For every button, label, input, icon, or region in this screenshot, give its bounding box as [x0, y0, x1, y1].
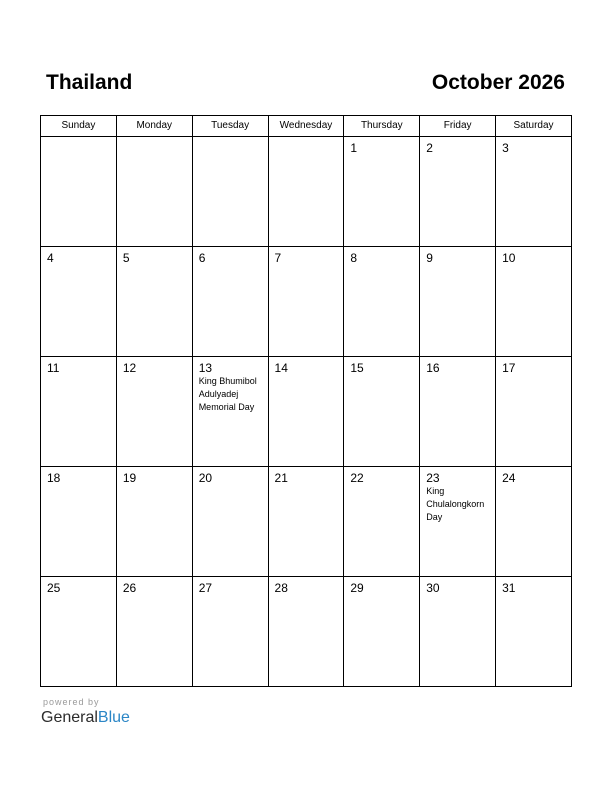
- day-cell: [116, 467, 192, 577]
- powered-by-text: powered by: [43, 697, 100, 707]
- day-cell: [268, 137, 344, 247]
- day-cell: [496, 247, 572, 357]
- day-number: 23: [426, 471, 440, 485]
- day-cell: [41, 137, 117, 247]
- day-number: 13: [198, 361, 213, 375]
- calendar-grid: [40, 115, 572, 687]
- day-cell: [41, 357, 117, 467]
- day-number: [269, 137, 344, 141]
- day-number: 24: [502, 471, 516, 485]
- day-cell: [496, 467, 572, 577]
- day-number: 18: [47, 471, 61, 485]
- holiday-label: King Bhumibol Adulyadej Memorial Day: [198, 376, 257, 412]
- day-number: [117, 137, 192, 141]
- day-cell: [192, 357, 268, 467]
- day-cell: [192, 467, 268, 577]
- day-cell: [41, 467, 117, 577]
- day-cell: [268, 247, 344, 357]
- day-number: [41, 137, 116, 141]
- weekday-saturday: Saturday: [496, 116, 572, 137]
- day-number: 19: [122, 471, 137, 485]
- day-number: 25: [47, 581, 61, 595]
- day-number: 11: [47, 361, 60, 375]
- day-number: 10: [502, 251, 516, 265]
- day-number: 2: [426, 141, 433, 155]
- day-cell: [344, 467, 420, 577]
- day-cell: [192, 247, 268, 357]
- day-number: 6: [198, 251, 206, 265]
- day-cell: [344, 577, 420, 687]
- week-row: [41, 577, 572, 687]
- day-cell: [496, 357, 572, 467]
- day-cell: [496, 577, 572, 687]
- day-number: 22: [350, 471, 364, 485]
- day-number: 27: [198, 581, 213, 595]
- day-number: 9: [426, 251, 433, 265]
- weekday-tuesday: Tuesday: [192, 116, 268, 137]
- day-cell: [420, 137, 496, 247]
- weekday-header-row: [41, 116, 572, 137]
- day-number: 21: [274, 471, 288, 485]
- day-number: 7: [274, 251, 282, 265]
- day-cell: [116, 577, 192, 687]
- weekday-friday: Friday: [420, 116, 496, 137]
- day-cell: [420, 357, 496, 467]
- day-cell: [496, 137, 572, 247]
- day-cell: [344, 247, 420, 357]
- day-cell: [116, 357, 192, 467]
- weekday-monday: Monday: [116, 116, 192, 137]
- day-cell: [41, 247, 117, 357]
- day-cell: [420, 467, 496, 577]
- weekday-sunday: Sunday: [41, 116, 117, 137]
- day-cell: [344, 357, 420, 467]
- generalblue-logo[interactable]: [41, 708, 130, 728]
- day-number: 29: [350, 581, 364, 595]
- brand-name-blue: Blue: [97, 709, 130, 726]
- day-cell: [420, 577, 496, 687]
- day-cell: [41, 577, 117, 687]
- day-number: 28: [274, 581, 288, 595]
- day-number: 26: [122, 581, 137, 595]
- day-cell: [268, 467, 344, 577]
- day-cell: [192, 137, 268, 247]
- day-cell: [192, 577, 268, 687]
- holiday-label: King Chulalongkorn Day: [426, 486, 485, 522]
- day-number: 8: [350, 251, 358, 265]
- day-number: [193, 137, 268, 141]
- day-number: 1: [350, 141, 358, 155]
- day-number: 30: [426, 581, 440, 595]
- week-row: [41, 247, 572, 357]
- brand-name-general: General: [41, 709, 98, 726]
- day-number: 31: [502, 581, 516, 595]
- day-number: 14: [274, 361, 288, 375]
- day-number: 12: [122, 361, 137, 375]
- day-number: 17: [502, 361, 516, 375]
- week-row: [41, 357, 572, 467]
- day-cell: [420, 247, 496, 357]
- weekday-wednesday: Wednesday: [268, 116, 344, 137]
- day-cell: [116, 137, 192, 247]
- country-title: Thailand: [46, 71, 133, 94]
- day-number: 16: [426, 361, 440, 375]
- month-year-title: October 2026: [431, 71, 565, 94]
- day-cell: [268, 577, 344, 687]
- day-cell: [268, 357, 344, 467]
- day-number: 5: [122, 251, 130, 265]
- weekday-thursday: Thursday: [344, 116, 420, 137]
- day-number: 20: [198, 471, 213, 485]
- day-cell: [344, 137, 420, 247]
- day-number: 4: [47, 251, 54, 265]
- day-number: 3: [502, 141, 509, 155]
- day-number: 15: [350, 361, 364, 375]
- week-row: [41, 467, 572, 577]
- week-row: [41, 137, 572, 247]
- day-cell: [116, 247, 192, 357]
